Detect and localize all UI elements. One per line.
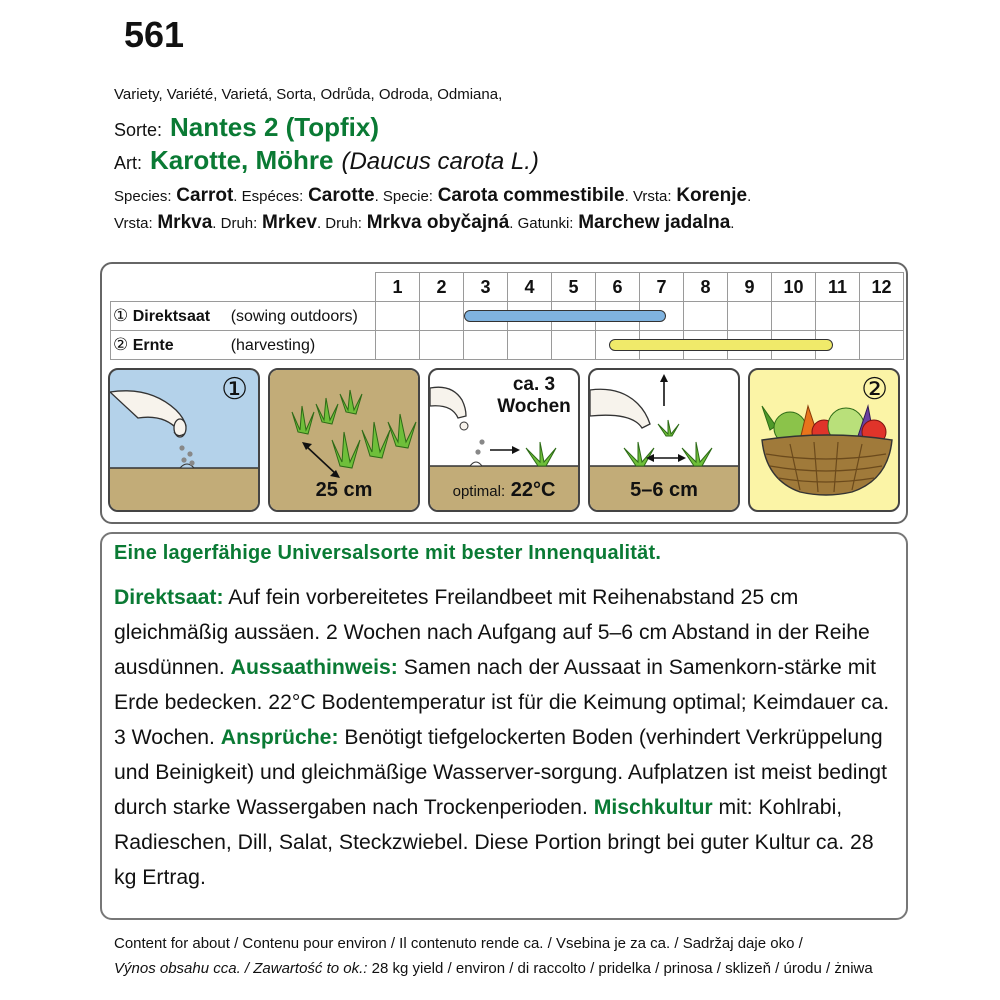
sowing-period-bar [464, 310, 666, 322]
art-value: Karotte, Möhre [150, 145, 334, 175]
footer-line-2 [114, 960, 873, 977]
species-value: Marchew jadalna [578, 212, 731, 233]
species-label: . Vrsta: [624, 188, 672, 205]
row-label-sowing [111, 302, 376, 331]
species-translations-1 [114, 185, 751, 207]
species-value: Mrkva obyčajná [366, 212, 510, 233]
tile-thinning [588, 368, 740, 512]
row-spacing-label: 25 cm [315, 479, 373, 501]
germination-time [492, 374, 576, 418]
species-value: Korenje [676, 185, 748, 206]
footer-line-1: Content for about / Contenu pour environ / Il contenuto rende ca. / Vsebina je za ca. / Sadržaj daje oko / [114, 935, 803, 952]
headline: Eine lagerfähige Universalsorte mit bester Innenqualität. [114, 542, 662, 564]
species-label: Species: [114, 188, 172, 205]
paragraph-ansprueche: Benötigt tiefgelockerten Boden (verhindert Verkrüppelung und Beinigkeit) und gleichmäßige Wasserver-sorgung. Aufplatzen ist meist bedingt durch starke Wassergaben nach Trockenperioden. [114, 726, 887, 819]
germination-time-1: ca. 3 [512, 374, 556, 395]
latin-name: (Daucus carota L.) [341, 148, 539, 175]
species-label: . [747, 188, 752, 205]
tile-germination [428, 368, 580, 512]
product-code: 561 [124, 14, 185, 55]
tile-harvest [748, 368, 900, 512]
step-two-badge: ② [861, 373, 888, 406]
thinning-distance-label: 5–6 cm [630, 479, 698, 501]
harvest-period-bar [609, 339, 833, 351]
month-header: 3 [464, 273, 508, 302]
row-label-harvest [111, 331, 376, 360]
species-label: . Specie: [374, 188, 433, 205]
paragraph-direktsaat: Auf fein vorbereitetes Freilandbeet mit Reihenabstand 25 cm gleichmäßig aussäen. 2 Wochen nach Aufgang auf 5–6 cm Abstand in der Reihe ausdünnen. [114, 586, 870, 679]
step-one-badge: ① [221, 373, 248, 406]
month-header: 5 [552, 273, 596, 302]
footer-yield-value: 28 kg yield / environ / di raccolto / pridelka / prinosa / sklizeň / úrodu / żniwa [367, 960, 873, 977]
species-value: Carotte [308, 185, 375, 206]
species-value: Mrkev [262, 212, 317, 233]
month-header: 1 [376, 273, 420, 302]
month-header: 2 [420, 273, 464, 302]
species-value: Mrkva [157, 212, 213, 233]
species-label: . Druh: [212, 215, 258, 232]
variety-name [114, 112, 379, 143]
heading-aussaathinweis: Aussaathinweis: [230, 656, 398, 679]
calendar-corner [111, 273, 376, 302]
art-label: Art: [114, 153, 143, 173]
species-label: . Druh: [316, 215, 362, 232]
paragraph-mischkultur: mit: Kohlrabi, Radieschen, Dill, Salat, Steckzwiebel. Diese Portion bringt bei guter Kultur ca. 28 kg Ertrag. [114, 796, 874, 889]
variety-line: Variety, Variété, Varietá, Sorta, Odrůda, Odroda, Odmiana, [114, 86, 503, 103]
optimal-label: optimal: [452, 483, 506, 500]
month-header: 10 [772, 273, 816, 302]
month-header: 9 [728, 273, 772, 302]
temperature-value: 22°C [510, 479, 556, 501]
optimal-temperature [430, 479, 578, 502]
month-header: 12 [860, 273, 904, 302]
species-label: . [730, 215, 735, 232]
heading-direktsaat: Direktsaat: [114, 586, 224, 609]
species-value: Carrot [176, 185, 234, 206]
species-label: Vrsta: [114, 215, 153, 232]
month-header: 11 [816, 273, 860, 302]
footer-yield-label: Výnos obsahu cca. / Zawartość to ok.: [114, 960, 368, 977]
species-name [114, 145, 539, 176]
circle-two-icon: ② [113, 335, 129, 354]
month-header: 7 [640, 273, 684, 302]
circle-one-icon: ① [113, 306, 129, 325]
heading-mischkultur: Mischkultur [593, 796, 713, 819]
month-header: 4 [508, 273, 552, 302]
month-header: 6 [596, 273, 640, 302]
paragraph-aussaathinweis: Samen nach der Aussaat in Samenkorn-stärke mit Erde bedecken. 22°C Bodentemperatur ist für die Keimung optimal; Keimdauer ca. 3 Wochen. [114, 656, 890, 749]
germination-time-2: Wochen [497, 396, 571, 417]
sorte-label: Sorte: [114, 120, 163, 140]
heading-ansprueche: Ansprüche: [220, 726, 339, 749]
tile-row-spacing [268, 368, 420, 512]
row-label-sub: (sowing outdoors) [230, 308, 358, 325]
row-label-title: Ernte [132, 337, 174, 354]
species-value: Carota commestibile [437, 185, 625, 206]
sorte-value: Nantes 2 (Topfix) [170, 112, 380, 142]
tile-sowing [108, 368, 260, 512]
month-header: 8 [684, 273, 728, 302]
row-label-title: Direktsaat [132, 308, 211, 325]
species-label: . Espéces: [233, 188, 304, 205]
species-label: . Gatunki: [509, 215, 574, 232]
row-label-sub: (harvesting) [230, 337, 316, 354]
species-translations-2 [114, 212, 734, 234]
description-body [114, 580, 900, 895]
